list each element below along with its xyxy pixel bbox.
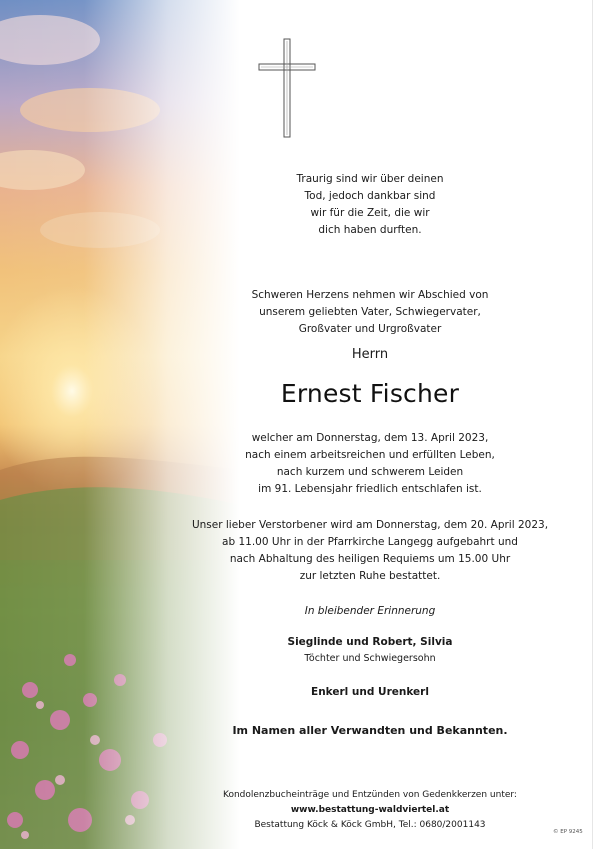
poem-line: dich haben durften. <box>318 224 422 236</box>
intro-line: Großvater und Urgroßvater <box>298 323 442 335</box>
death-line: nach kurzem und schwerem Leiden <box>276 466 464 478</box>
intro-line: unserem geliebten Vater, Schwiegervater, <box>259 306 481 318</box>
poem-line: Traurig sind wir über deinen <box>296 173 444 185</box>
family-all: Im Namen aller Verwandten und Bekannten. <box>232 724 508 737</box>
funeral-line: Unser lieber Verstorbener wird am Donnerstag, dem 20. April 2023, <box>191 519 549 531</box>
death-line: welcher am Donnerstag, dem 13. April 2023, <box>251 432 489 444</box>
product-code: © EP 9245 <box>553 829 583 835</box>
funeral-details <box>160 517 580 585</box>
poem-line: Tod, jedoch dankbar sind <box>304 190 436 202</box>
cross-icon <box>258 38 316 138</box>
family-grandchildren: Enkerl und Urenkerl <box>311 686 429 698</box>
salutation: Herrn <box>351 347 389 362</box>
family-daughters-relation: Töchter und Schwiegersohn <box>304 653 436 664</box>
funeral-line: nach Abhaltung des heiligen Requiems um 15.00 Uhr <box>229 553 511 565</box>
poem-line: wir für die Zeit, die wir <box>310 207 430 219</box>
footer <box>160 788 580 833</box>
footer-company: Bestattung Köck & Köck GmbH, Tel.: 0680/2001143 <box>254 820 486 830</box>
deceased-name: Ernest Fischer <box>280 379 460 408</box>
death-line: nach einem arbeitsreichen und erfüllten Leben, <box>245 449 495 461</box>
card-border <box>592 0 593 849</box>
poem <box>160 171 580 239</box>
intro-text <box>160 287 580 338</box>
footer-website-link[interactable]: www.bestattung-waldviertel.at <box>290 805 450 815</box>
memory-line: In bleibender Erinnerung <box>304 605 436 617</box>
funeral-line: zur letzten Ruhe bestattet. <box>299 570 441 582</box>
death-line: im 91. Lebensjahr friedlich entschlafen ist. <box>258 483 482 495</box>
funeral-line: ab 11.00 Uhr in der Pfarrkirche Langegg aufgebahrt und <box>222 536 518 548</box>
family-daughters: Sieglinde und Robert, Silvia <box>287 636 453 648</box>
death-details <box>160 430 580 498</box>
intro-line: Schweren Herzens nehmen wir Abschied von <box>251 289 489 301</box>
footer-condolence: Kondolenzbucheinträge und Entzünden von Gedenkkerzen unter: <box>223 790 517 800</box>
